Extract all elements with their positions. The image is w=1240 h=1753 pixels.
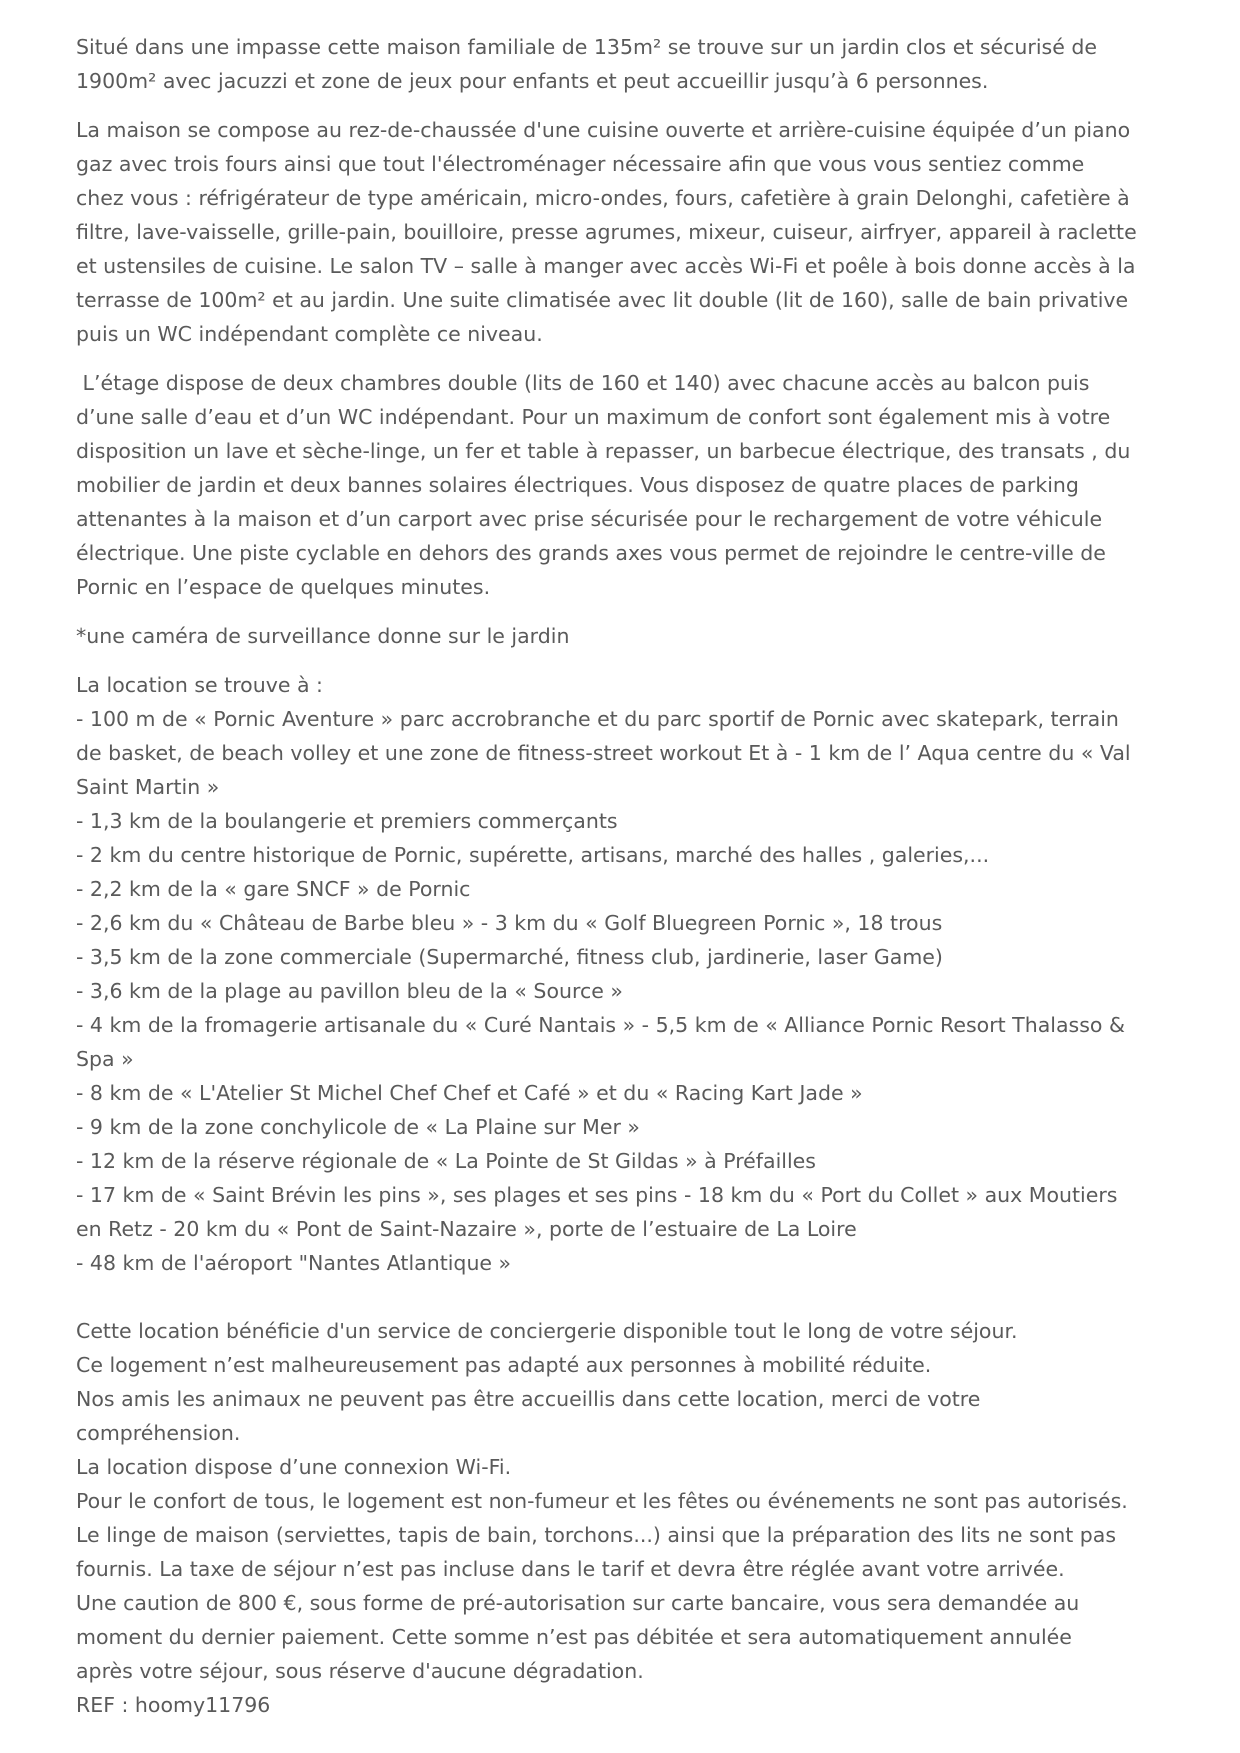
text-line: d’une salle d’eau et d’un WC indépendant. Pour un maximum de confort sont également mis à votre <box>76 405 1111 429</box>
text-line: L’étage dispose de deux chambres double (lits de 160 et 140) avec chacune accès au balcon puis <box>76 371 1090 395</box>
text-line: Pornic en l’espace de quelques minutes. <box>76 575 491 599</box>
reference-code: REF : hoomy11796 <box>76 1693 271 1717</box>
location-paragraph <box>76 668 1186 1280</box>
location-item: - 100 m de « Pornic Aventure » parc accrobranche et du parc sportif de Pornic avec skatepark, terrain <box>76 707 1119 731</box>
text-line: attenantes à la maison et d’un carport avec prise sécurisée pour le rechargement de votre véhicule <box>76 507 1103 531</box>
upstairs-paragraph <box>76 366 1186 604</box>
text-line: Une caution de 800 €, sous forme de pré-autorisation sur carte bancaire, vous sera demandée au <box>76 1591 1080 1615</box>
text-line: électrique. Une piste cyclable en dehors des grands axes vous permet de rejoindre le centre-ville de <box>76 541 1106 565</box>
location-item: - 8 km de « L'Atelier St Michel Chef Chef et Café » et du « Racing Kart Jade » <box>76 1081 863 1105</box>
location-item: - 2,2 km de la « gare SNCF » de Pornic <box>76 877 471 901</box>
location-item: de basket, de beach volley et une zone de fitness-street workout Et à - 1 km de l’ Aqua centre du « Val <box>76 741 1131 765</box>
text-line: filtre, lave-vaisselle, grille-pain, bouilloire, presse agrumes, mixeur, cuiseur, airfryer, appareil à raclette <box>76 220 1137 244</box>
location-item: Saint Martin » <box>76 775 220 799</box>
location-item: - 1,3 km de la boulangerie et premiers commerçants <box>76 809 618 833</box>
location-item: - 3,6 km de la plage au pavillon bleu de la « Source » <box>76 979 623 1003</box>
text-line: Le linge de maison (serviettes, tapis de bain, torchons...) ainsi que la préparation des lits ne sont pas <box>76 1523 1117 1547</box>
text-line: chez vous : réfrigérateur de type américain, micro-ondes, fours, cafetière à grain Delonghi, cafetière à <box>76 186 1130 210</box>
text-line: Nos amis les animaux ne peuvent pas être accueillis dans cette location, merci de votre <box>76 1387 981 1411</box>
location-item: - 2 km du centre historique de Pornic, supérette, artisans, marché des halles , galeries,... <box>76 843 990 867</box>
text-line: gaz avec trois fours ainsi que tout l'électroménager nécessaire afin que vous vous sentiez comme <box>76 152 1085 176</box>
text-line: 1900m² avec jacuzzi et zone de jeux pour enfants et peut accueillir jusqu’à 6 personnes. <box>76 69 989 93</box>
text-line: moment du dernier paiement. Cette somme n’est pas débitée et sera automatiquement annulée <box>76 1625 1072 1649</box>
intro-paragraph <box>76 30 1186 98</box>
text-line: disposition un lave et sèche-linge, un fer et table à repasser, un barbecue électrique, des transats , du <box>76 439 1131 463</box>
location-item: en Retz - 20 km du « Pont de Saint-Nazaire », porte de l’estuaire de La Loire <box>76 1217 857 1241</box>
document-body <box>76 30 1186 1722</box>
text-line: Cette location bénéficie d'un service de conciergerie disponible tout le long de votre séjour. <box>76 1319 1018 1343</box>
location-item: Spa » <box>76 1047 134 1071</box>
text-line: La maison se compose au rez-de-chaussée d'une cuisine ouverte et arrière-cuisine équipée d’un piano <box>76 118 1131 142</box>
text-line: après votre séjour, sous réserve d'aucune dégradation. <box>76 1659 644 1683</box>
location-item: - 9 km de la zone conchylicole de « La Plaine sur Mer » <box>76 1115 640 1139</box>
location-item: - 48 km de l'aéroport "Nantes Atlantique » <box>76 1251 512 1275</box>
text-line: et ustensiles de cuisine. Le salon TV – salle à manger avec accès Wi-Fi et poêle à bois donne accès à la <box>76 254 1136 278</box>
text-line: Situé dans une impasse cette maison familiale de 135m² se trouve sur un jardin clos et sécurisé de <box>76 35 1097 59</box>
conditions-paragraph <box>76 1314 1186 1722</box>
text-line: La location dispose d’une connexion Wi-Fi. <box>76 1455 512 1479</box>
camera-note <box>76 619 1186 653</box>
text-line: puis un WC indépendant complète ce niveau. <box>76 322 543 346</box>
text-line: fournis. La taxe de séjour n’est pas incluse dans le tarif et devra être réglée avant votre arrivée. <box>76 1557 1065 1581</box>
blank-line <box>76 1280 1186 1314</box>
text-line: *une caméra de surveillance donne sur le jardin <box>76 624 570 648</box>
text-line: Pour le confort de tous, le logement est non-fumeur et les fêtes ou événements ne sont pas autorisés. <box>76 1489 1128 1513</box>
location-item: - 3,5 km de la zone commerciale (Supermarché, fitness club, jardinerie, laser Game) <box>76 945 943 969</box>
text-line: mobilier de jardin et deux bannes solaires électriques. Vous disposez de quatre places de parking <box>76 473 1079 497</box>
location-item: - 2,6 km du « Château de Barbe bleu » - 3 km du « Golf Bluegreen Pornic », 18 trous <box>76 911 943 935</box>
ground-floor-paragraph <box>76 113 1186 351</box>
text-line: compréhension. <box>76 1421 241 1445</box>
location-item: - 17 km de « Saint Brévin les pins », ses plages et ses pins - 18 km du « Port du Collet » aux Moutiers <box>76 1183 1118 1207</box>
location-intro: La location se trouve à : <box>76 673 323 697</box>
text-line: terrasse de 100m² et au jardin. Une suite climatisée avec lit double (lit de 160), salle de bain privative <box>76 288 1129 312</box>
text-line: Ce logement n’est malheureusement pas adapté aux personnes à mobilité réduite. <box>76 1353 932 1377</box>
location-item: - 12 km de la réserve régionale de « La Pointe de St Gildas » à Préfailles <box>76 1149 816 1173</box>
location-item: - 4 km de la fromagerie artisanale du « Curé Nantais » - 5,5 km de « Alliance Pornic Resort Thalasso & <box>76 1013 1125 1037</box>
